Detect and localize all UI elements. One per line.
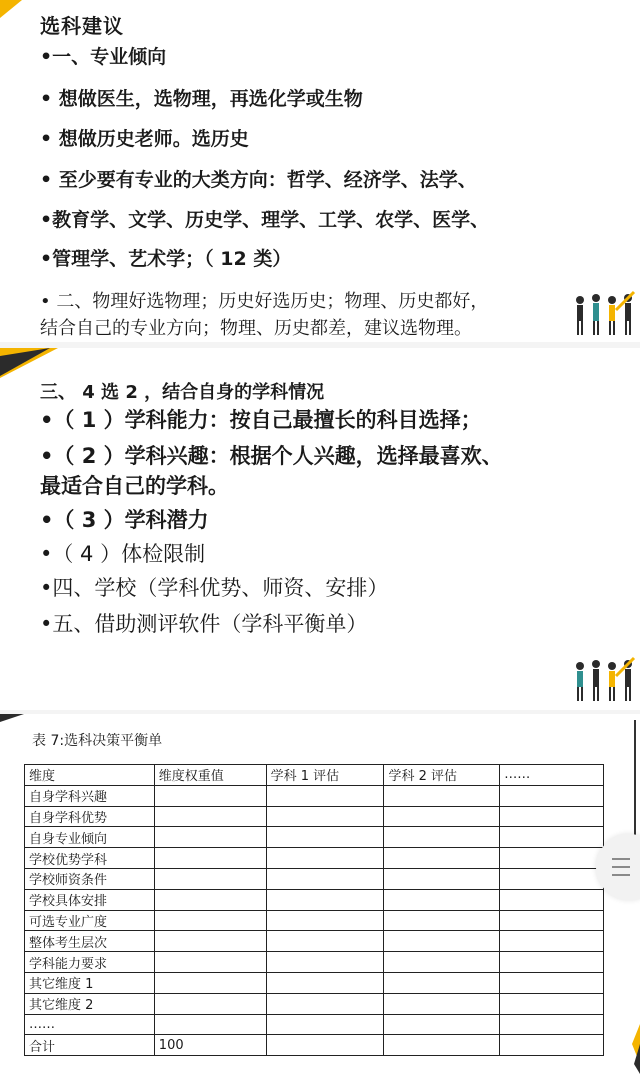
table-row <box>25 972 604 993</box>
text-line: 结合自己的专业方向；物理、历史都差，建议选物理。 <box>40 318 472 339</box>
table-cell <box>154 993 266 1014</box>
table-row <box>25 806 604 827</box>
table-cell <box>500 806 604 827</box>
table-cell <box>500 1035 604 1056</box>
table-cell <box>500 952 604 973</box>
table-cell: …… <box>25 1014 155 1035</box>
table-cell <box>266 931 384 952</box>
slide-combination-advice <box>0 348 640 710</box>
menu-lines-icon <box>612 858 630 860</box>
table-cell <box>266 993 384 1014</box>
table-cell: 学校师资条件 <box>25 868 155 889</box>
table-cell <box>500 910 604 931</box>
table-cell: 学校具体安排 <box>25 889 155 910</box>
table-cell: 学科能力要求 <box>25 952 155 973</box>
table-cell <box>384 1035 500 1056</box>
corner-accent-icon <box>0 348 80 382</box>
table-cell <box>266 848 384 869</box>
table-cell <box>266 785 384 806</box>
table-cell <box>500 785 604 806</box>
header-cell: 维度权重值 <box>154 765 266 786</box>
table-cell <box>154 889 266 910</box>
table-cell <box>266 1014 384 1035</box>
table-cell <box>384 785 500 806</box>
table-cell <box>266 889 384 910</box>
table-cell <box>384 993 500 1014</box>
table-cell <box>266 972 384 993</box>
text-line: •（ 3 ）学科潜力 <box>40 508 209 532</box>
table-cell <box>500 868 604 889</box>
table-cell: 自身学科兴趣 <box>25 785 155 806</box>
corner-accent-icon <box>0 714 30 724</box>
slide-title: 选科建议 <box>40 14 124 38</box>
header-cell: 学科 1 评估 <box>266 765 384 786</box>
slide-balance-table <box>0 714 640 1074</box>
corner-accent-icon <box>0 0 30 22</box>
table-cell <box>266 910 384 931</box>
table-cell: 100 <box>154 1035 266 1056</box>
table-row <box>25 827 604 848</box>
table-cell <box>154 868 266 889</box>
table-cell <box>154 931 266 952</box>
table-row <box>25 993 604 1014</box>
table-cell <box>500 1014 604 1035</box>
table-cell <box>154 785 266 806</box>
table-cell <box>500 993 604 1014</box>
table-cell <box>154 806 266 827</box>
table-cell <box>384 848 500 869</box>
table-cell <box>154 910 266 931</box>
corner-accent-icon <box>628 1024 640 1074</box>
table-cell <box>384 952 500 973</box>
table-cell: 可选专业广度 <box>25 910 155 931</box>
table-header-row <box>25 765 604 786</box>
table-cell <box>154 972 266 993</box>
table-cell <box>266 806 384 827</box>
header-cell: 维度 <box>25 765 155 786</box>
table-cell: 整体考生层次 <box>25 931 155 952</box>
table-cell <box>384 931 500 952</box>
table-row <box>25 910 604 931</box>
text-line: •（ 2 ）学科兴趣：根据个人兴趣，选择最喜欢、 <box>40 444 503 468</box>
table-row <box>25 868 604 889</box>
table-cell <box>384 1014 500 1035</box>
table-cell <box>154 1014 266 1035</box>
text-line: • 至少要有专业的大类方向：哲学、经济学、法学、 <box>40 169 477 191</box>
table-cell: 学校优势学科 <box>25 848 155 869</box>
table-row <box>25 1035 604 1056</box>
header-cell: 学科 2 评估 <box>384 765 500 786</box>
table-cell: 其它维度 1 <box>25 972 155 993</box>
text-line: • 想做历史老师。选历史 <box>40 128 249 150</box>
table-cell <box>500 889 604 910</box>
table-caption: 表 7:选科决策平衡单 <box>32 733 163 749</box>
table-cell <box>384 889 500 910</box>
text-line: •（ 4 ）体检限制 <box>40 542 206 566</box>
text-line: •五、借助测评软件（学科平衡单） <box>40 612 368 636</box>
table-cell: 自身专业倾向 <box>25 827 155 848</box>
table-cell <box>384 910 500 931</box>
table-cell <box>154 952 266 973</box>
text-line: •一、专业倾向 <box>40 46 167 68</box>
text-line: •（ 1 ）学科能力：按自己最擅长的科目选择； <box>40 408 482 432</box>
table-cell <box>500 931 604 952</box>
header-cell: …… <box>500 765 604 786</box>
table-cell: 其它维度 2 <box>25 993 155 1014</box>
text-line: • 二、物理好选物理；历史好选历史；物理、历史都好， <box>40 291 489 312</box>
table-cell <box>384 806 500 827</box>
table-row <box>25 785 604 806</box>
table-row <box>25 889 604 910</box>
table-cell <box>500 848 604 869</box>
balance-table <box>24 764 604 1056</box>
table-cell: 自身学科优势 <box>25 806 155 827</box>
table-row <box>25 931 604 952</box>
table-cell <box>154 827 266 848</box>
table-cell <box>384 868 500 889</box>
table-row <box>25 952 604 973</box>
table-cell <box>266 827 384 848</box>
text-line: 最适合自己的学科。 <box>40 474 229 498</box>
people-group-icon <box>572 290 638 338</box>
table-cell <box>266 1035 384 1056</box>
text-line: •教育学、文学、历史学、理学、工学、农学、医学、 <box>40 209 490 231</box>
text-line: • 想做医生，选物理，再选化学或生物 <box>40 88 363 110</box>
table-cell <box>384 827 500 848</box>
text-line: •四、学校（学科优势、师资、安排） <box>40 576 389 600</box>
table-cell: 合计 <box>25 1035 155 1056</box>
text-line: •管理学、艺术学；（ 12 类） <box>40 248 292 270</box>
table-cell <box>154 848 266 869</box>
text-line: 三、 4 选 2 ，结合自身的学科情况 <box>40 382 325 403</box>
table-row <box>25 848 604 869</box>
table-cell <box>500 827 604 848</box>
divider <box>634 720 636 840</box>
table-row <box>25 1014 604 1035</box>
table-cell <box>384 972 500 993</box>
table-cell <box>500 972 604 993</box>
people-group-icon <box>572 656 638 706</box>
table-cell <box>266 868 384 889</box>
slide-subject-advice <box>0 0 640 342</box>
table-cell <box>266 952 384 973</box>
